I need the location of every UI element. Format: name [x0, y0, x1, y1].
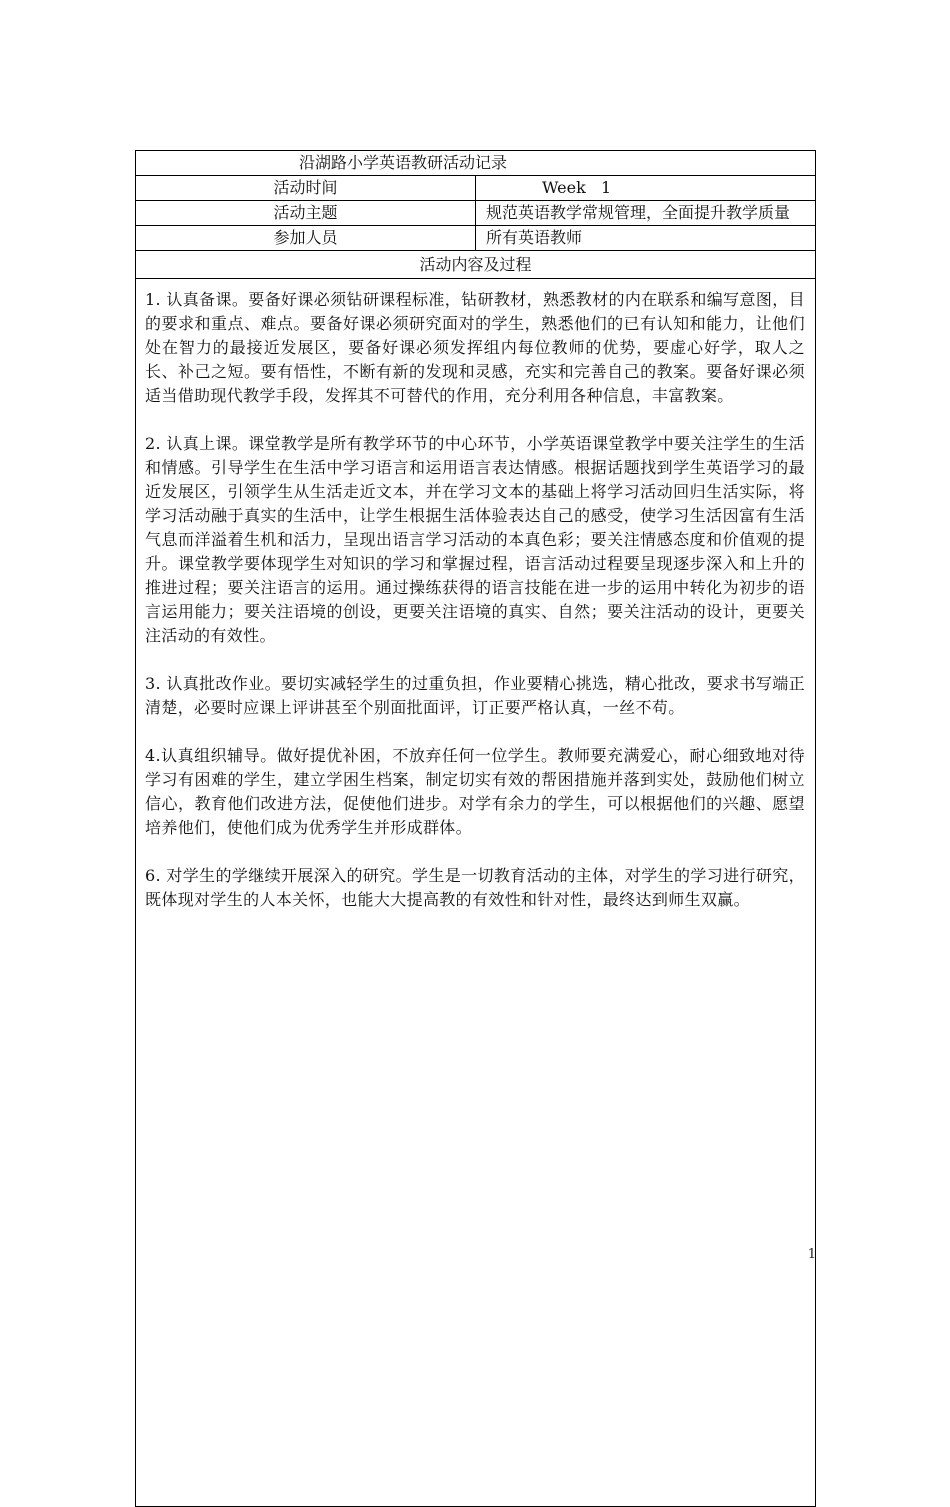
title-row: [136, 151, 816, 176]
paragraph-student-research: 6. 对学生的学继续开展深入的研究。学生是一切教育活动的主体，对学生的学习进行研究，既体现对学生的人本关怀，也能大大提高教的有效性和针对性，最终达到师生双赢。: [145, 866, 805, 909]
paragraph-lesson-prep: 1. 认真备课。要备好课必须钻研课程标准，钻研教材，熟悉教材的内在联系和编写意图，目的要求和重点、难点。要备好课必须研究面对的学生，熟悉他们的已有认知和能力，让他们处在智力的最接近发展区，要备好课必须发挥组内每位教师的优势，要虚心好学，取人之长、补己之短。要有悟性，不断有新的发现和灵感，充实和完善自己的教案。要备好课必须适当借助现代教学手段，发挥其不可替代的作用，充分利用各种信息，丰富教案。: [145, 290, 805, 405]
activity-theme-label: 活动主题: [136, 201, 476, 226]
paragraph-homework: 3. 认真批改作业。要切实减轻学生的过重负担，作业要精心挑选，精心批改，要求书写端正清楚，必要时应课上评讲甚至个别面批面评，订正要严格认真，一丝不苟。: [145, 674, 805, 717]
activity-record-table: [135, 150, 816, 1507]
activity-time-value: Week 1: [476, 176, 816, 201]
paragraph-teaching: 2. 认真上课。课堂教学是所有教学环节的中心环节，小学英语课堂教学中要关注学生的生活和情感。引导学生在生活中学习语言和运用语言表达情感。根据话题找到学生英语学习的最近发展区，引领学生从生活走近文本，并在学习文本的基础上将学习活动回归生活实际，将学习活动融于真实的生活中，让学生根据生活体验表达自己的感受，使学习生活因富有生活气息而洋溢着生机和活力，呈现出语言学习活动的本真色彩；要关注情感态度和价值观的提升。课堂教学要体现学生对知识的学习和掌握过程，语言活动过程要呈现逐步深入和上升的推进过程；要关注语言的运用。通过操练获得的语言技能在进一步的运用中转化为初步的语言运用能力；要关注语境的创设，更要关注语境的真实、自然；要关注活动的设计，更要关注活动的有效性。: [145, 434, 805, 645]
activity-theme-row: [136, 201, 816, 226]
document-title: 沿湖路小学英语教研活动记录: [136, 151, 816, 176]
paragraph-tutoring: 4.认真组织辅导。做好提优补困，不放弃任何一位学生。教师要充满爱心，耐心细致地对待学习有困难的学生，建立学困生档案，制定切实有效的帮困措施并落到实处，鼓励他们树立信心，教育他们改进方法，促使他们进步。对学有余力的学生，可以根据他们的兴趣、愿望培养他们，使他们成为优秀学生并形成群体。: [145, 746, 805, 837]
participants-label: 参加人员: [136, 226, 476, 251]
section-heading: 活动内容及过程: [136, 251, 816, 279]
participants-row: [136, 226, 816, 251]
content-row: [136, 279, 816, 1507]
page-number: 1: [807, 1247, 816, 1262]
participants-value: 所有英语教师: [476, 226, 816, 251]
activity-time-row: [136, 176, 816, 201]
activity-theme-value: 规范英语教学常规管理，全面提升教学质量: [476, 201, 816, 226]
activity-content: [136, 279, 816, 1507]
activity-time-label: 活动时间: [136, 176, 476, 201]
section-heading-row: [136, 251, 816, 279]
